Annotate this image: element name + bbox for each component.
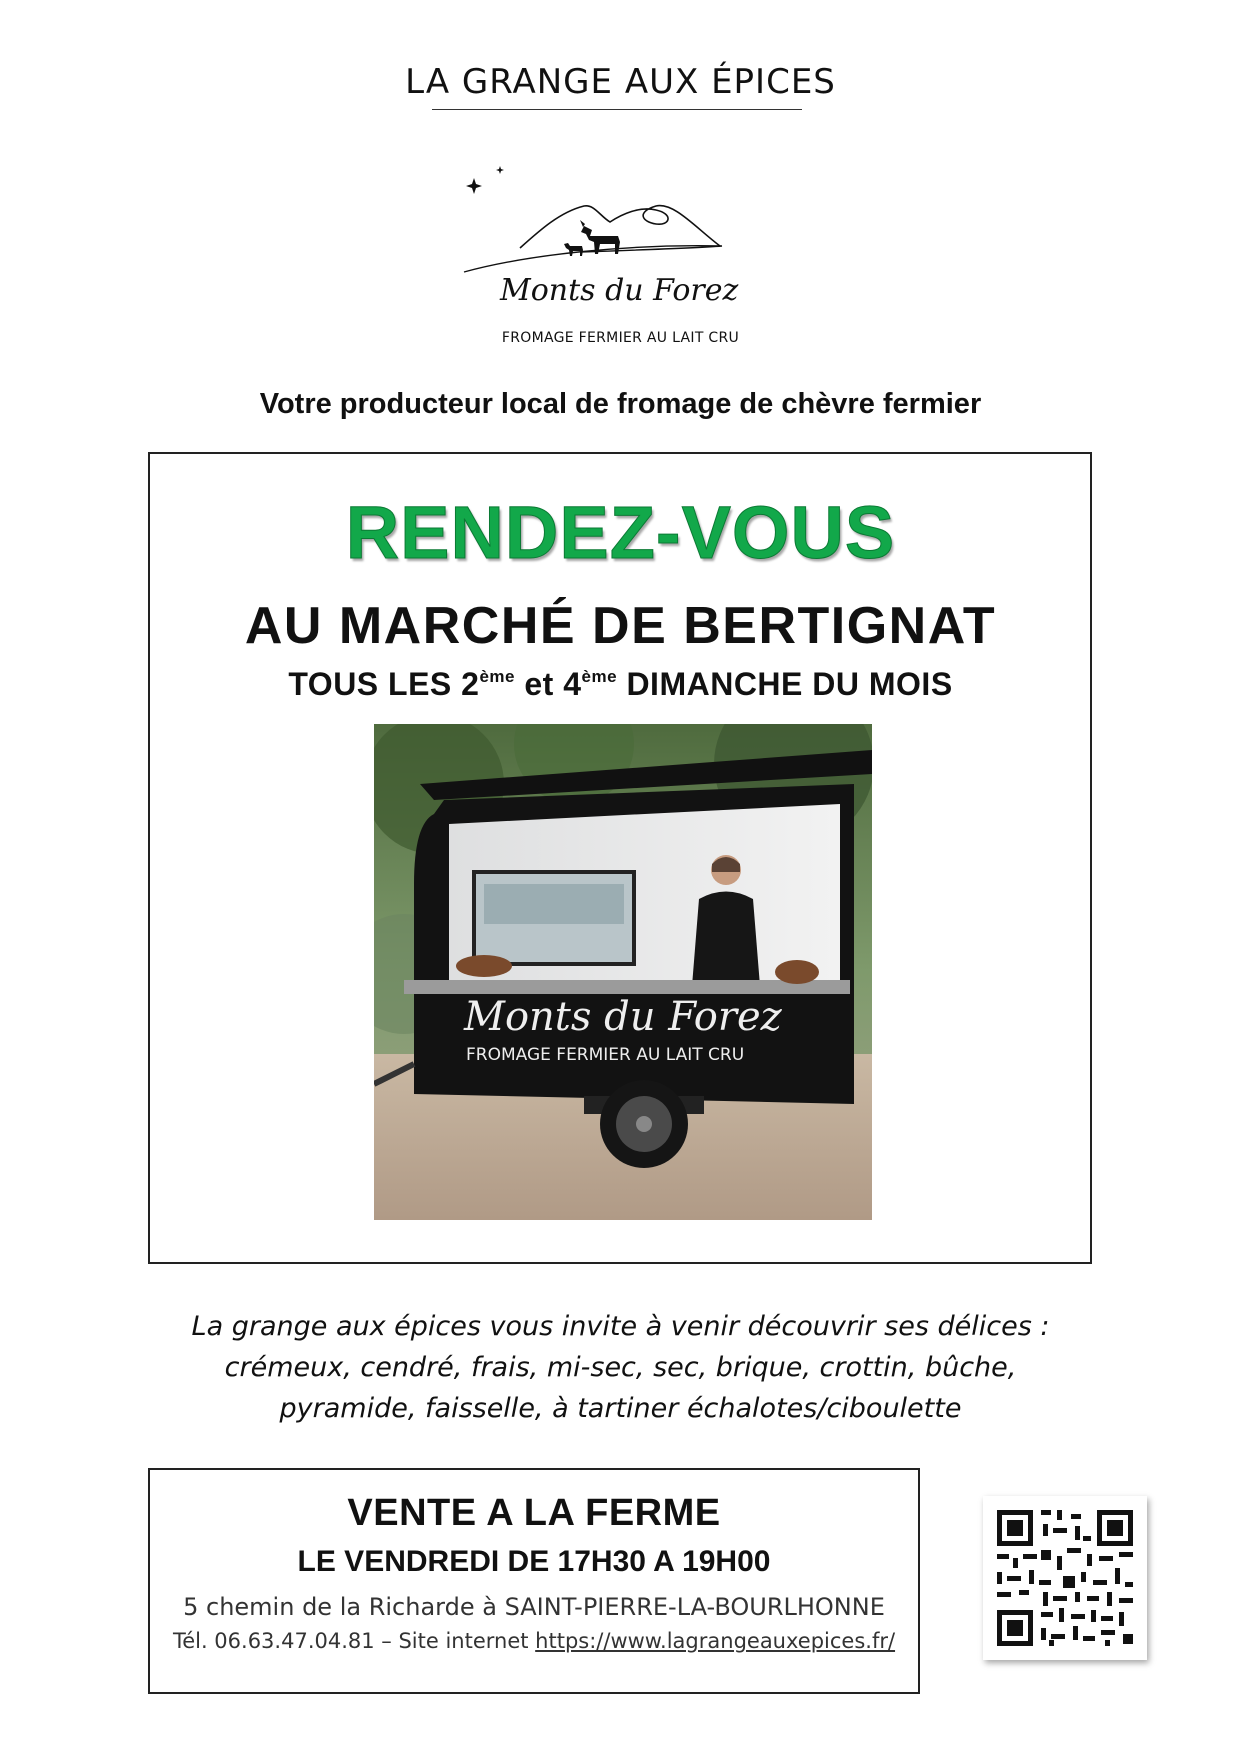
website-link[interactable]: https://www.lagrangeauxepices.fr/ (535, 1629, 896, 1653)
star-icon (496, 166, 504, 174)
truck-sign-subtitle: FROMAGE FERMIER AU LAIT CRU (466, 1045, 745, 1065)
event-location: AU MARCHÉ DE BERTIGNAT (244, 597, 997, 655)
brand-title: LA GRANGE AUX ÉPICES (405, 62, 836, 102)
invite-line: pyramide, faisselle, à tartiner échalotes/ciboulette (279, 1393, 962, 1424)
event-dates: TOUS LES 2ème et 4ème DIMANCHE DU MOIS (288, 666, 953, 702)
monts-du-forez-logo (460, 150, 780, 350)
invite-line: crémeux, cendré, frais, mi-sec, sec, brique, crottin, bûche, (224, 1352, 1017, 1383)
logo-script: Monts du Forez (500, 273, 739, 308)
tagline: Votre producteur local de fromage de chèvre fermier (259, 388, 982, 420)
food-truck-photo (374, 724, 872, 1220)
event-headline: RENDEZ-VOUS (345, 491, 896, 574)
logo-subtitle: FROMAGE FERMIER AU LAIT CRU (501, 330, 740, 346)
qr-code-icon[interactable] (983, 1496, 1147, 1660)
farm-sale-title: VENTE A LA FERME (347, 1492, 721, 1534)
kid-goat-icon (564, 243, 583, 256)
farm-address: 5 chemin de la Richarde à SAINT-PIERRE-LA-BOURLHONNE (183, 1593, 885, 1621)
farm-contact: Tél. 06.63.47.04.81 – Site internet https://www.lagrangeauxepices.fr/ (172, 1629, 896, 1653)
star-icon (466, 178, 482, 194)
truck-sign-script: Monts du Forez (464, 994, 782, 1040)
farm-sale-hours: LE VENDREDI DE 17H30 A 19H00 (297, 1545, 771, 1578)
brand-underline (432, 109, 802, 110)
invite-text (0, 1306, 1241, 1429)
invite-line: La grange aux épices vous invite à venir découvrir ses délices : (191, 1311, 1050, 1342)
